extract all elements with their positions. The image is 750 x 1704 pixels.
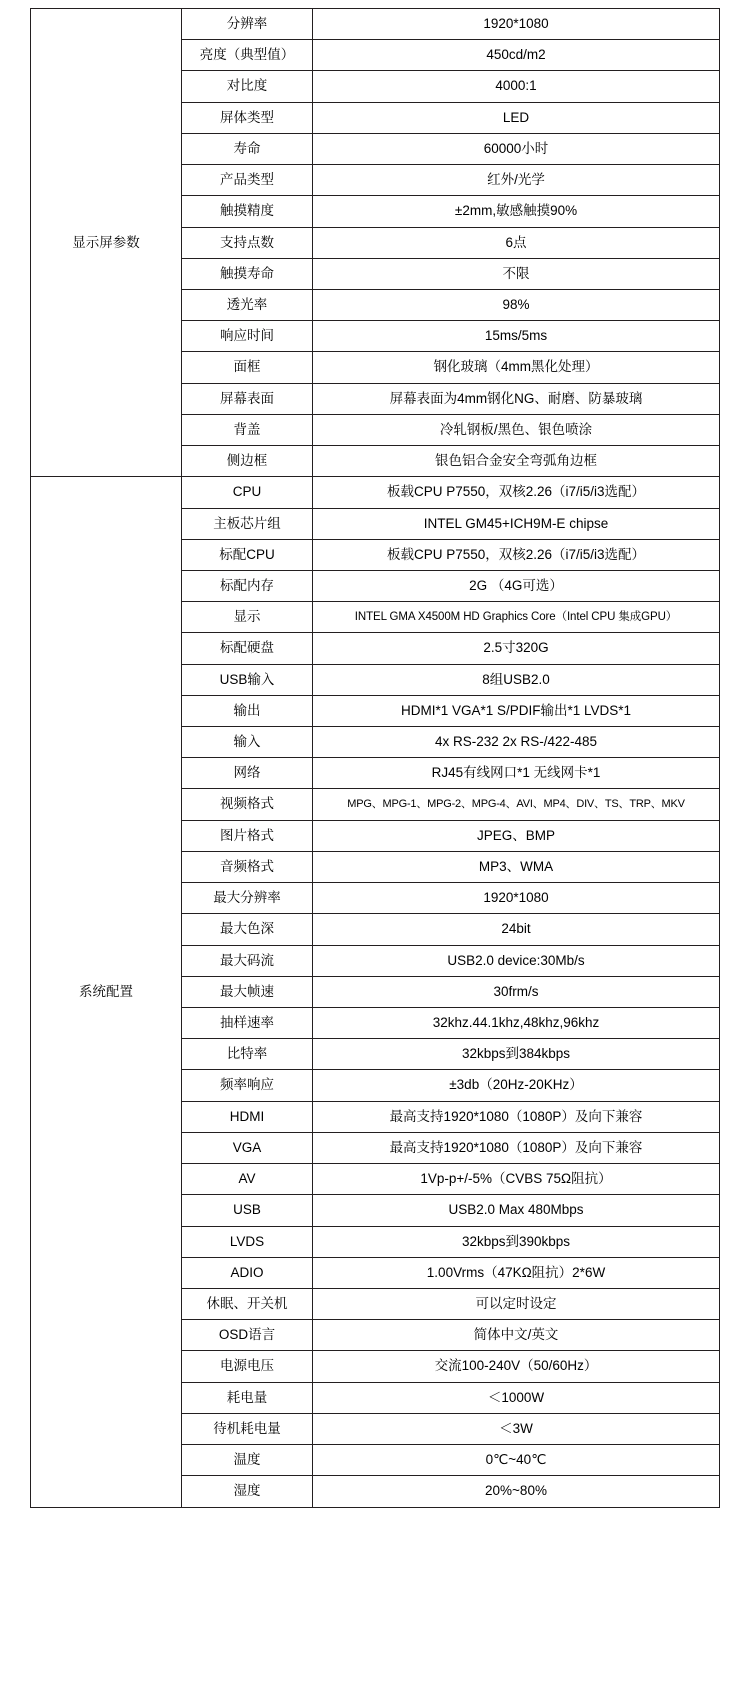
spec-label: 侧边框 bbox=[182, 446, 313, 477]
spec-value: 冷轧钢板/黑色、银色喷涂 bbox=[313, 414, 720, 445]
spec-value: 450cd/m2 bbox=[313, 40, 720, 71]
spec-value: RJ45有线网口*1 无线网卡*1 bbox=[313, 758, 720, 789]
spec-value: 4000:1 bbox=[313, 71, 720, 102]
spec-value: JPEG、BMP bbox=[313, 820, 720, 851]
spec-label: 标配硬盘 bbox=[182, 633, 313, 664]
spec-value: 1Vp-p+/-5%（CVBS 75Ω阻抗） bbox=[313, 1164, 720, 1195]
spec-value: HDMI*1 VGA*1 S/PDIF输出*1 LVDS*1 bbox=[313, 695, 720, 726]
spec-value: MPG、MPG-1、MPG-2、MPG-4、AVI、MP4、DIV、TS、TRP、MKV bbox=[313, 789, 720, 820]
spec-value: 20%~80% bbox=[313, 1476, 720, 1507]
spec-value: 银色铝合金安全弯弧角边框 bbox=[313, 446, 720, 477]
spec-label: OSD语言 bbox=[182, 1320, 313, 1351]
spec-label: 视频格式 bbox=[182, 789, 313, 820]
spec-value: 32kbps到390kbps bbox=[313, 1226, 720, 1257]
spec-label: 分辨率 bbox=[182, 9, 313, 40]
spec-label: LVDS bbox=[182, 1226, 313, 1257]
specification-table bbox=[30, 8, 720, 1508]
spec-label: 标配内存 bbox=[182, 570, 313, 601]
spec-label: CPU bbox=[182, 477, 313, 508]
spec-value: 屏幕表面为4mm钢化NG、耐磨、防暴玻璃 bbox=[313, 383, 720, 414]
spec-value: 8组USB2.0 bbox=[313, 664, 720, 695]
spec-label: HDMI bbox=[182, 1101, 313, 1132]
spec-label: 面框 bbox=[182, 352, 313, 383]
spec-value: 4x RS-232 2x RS-/422-485 bbox=[313, 727, 720, 758]
spec-value: 32khz.44.1khz,48khz,96khz bbox=[313, 1008, 720, 1039]
spec-value: ＜1000W bbox=[313, 1382, 720, 1413]
spec-label: 湿度 bbox=[182, 1476, 313, 1507]
spec-value: INTEL GM45+ICH9M-E chipse bbox=[313, 508, 720, 539]
spec-label: 最大分辨率 bbox=[182, 883, 313, 914]
spec-value: 1920*1080 bbox=[313, 9, 720, 40]
spec-label: 显示 bbox=[182, 602, 313, 633]
spec-value: 24bit bbox=[313, 914, 720, 945]
spec-label: 待机耗电量 bbox=[182, 1413, 313, 1444]
spec-label: 最大帧速 bbox=[182, 976, 313, 1007]
spec-value: ±3db（20Hz-20KHz） bbox=[313, 1070, 720, 1101]
spec-value: 2.5寸320G bbox=[313, 633, 720, 664]
spec-value: 6点 bbox=[313, 227, 720, 258]
spec-value: 钢化玻璃（4mm黑化处理） bbox=[313, 352, 720, 383]
spec-label: 屏幕表面 bbox=[182, 383, 313, 414]
spec-label: 主板芯片组 bbox=[182, 508, 313, 539]
spec-value: LED bbox=[313, 102, 720, 133]
spec-label: 产品类型 bbox=[182, 165, 313, 196]
spec-label: 对比度 bbox=[182, 71, 313, 102]
spec-value: INTEL GMA X4500M HD Graphics Core（Intel CPU 集成GPU） bbox=[313, 602, 720, 633]
spec-value: 1.00Vrms（47KΩ阻抗）2*6W bbox=[313, 1257, 720, 1288]
spec-value: ＜3W bbox=[313, 1413, 720, 1444]
spec-value: 60000小时 bbox=[313, 133, 720, 164]
spec-label: 触摸精度 bbox=[182, 196, 313, 227]
specification-sheet bbox=[30, 0, 720, 1512]
spec-value: 最高支持1920*1080（1080P）及向下兼容 bbox=[313, 1132, 720, 1163]
spec-value: 32kbps到384kbps bbox=[313, 1039, 720, 1070]
spec-value: 2G （4G可选） bbox=[313, 570, 720, 601]
spec-value: ±2mm,敏感触摸90% bbox=[313, 196, 720, 227]
spec-label: 最大码流 bbox=[182, 945, 313, 976]
spec-label: 温度 bbox=[182, 1445, 313, 1476]
spec-value: USB2.0 device:30Mb/s bbox=[313, 945, 720, 976]
spec-value: 板载CPU P7550，双核2.26（i7/i5/i3选配） bbox=[313, 477, 720, 508]
spec-value: 98% bbox=[313, 289, 720, 320]
spec-label: 寿命 bbox=[182, 133, 313, 164]
spec-label: 输入 bbox=[182, 727, 313, 758]
spec-value: 交流100-240V（50/60Hz） bbox=[313, 1351, 720, 1382]
spec-label: 亮度（典型值） bbox=[182, 40, 313, 71]
spec-label: USB bbox=[182, 1195, 313, 1226]
table-row bbox=[31, 9, 720, 40]
spec-label: 比特率 bbox=[182, 1039, 313, 1070]
spec-label: 最大色深 bbox=[182, 914, 313, 945]
spec-label: ADIO bbox=[182, 1257, 313, 1288]
spec-value: 不限 bbox=[313, 258, 720, 289]
spec-value: 30frm/s bbox=[313, 976, 720, 1007]
specification-table-body bbox=[31, 9, 720, 1508]
spec-label: 音频格式 bbox=[182, 851, 313, 882]
spec-value: 0℃~40℃ bbox=[313, 1445, 720, 1476]
spec-label: 支持点数 bbox=[182, 227, 313, 258]
spec-label: 屏体类型 bbox=[182, 102, 313, 133]
spec-label: 触摸寿命 bbox=[182, 258, 313, 289]
spec-label: 网络 bbox=[182, 758, 313, 789]
spec-label: VGA bbox=[182, 1132, 313, 1163]
spec-label: AV bbox=[182, 1164, 313, 1195]
spec-label: 抽样速率 bbox=[182, 1008, 313, 1039]
spec-value: MP3、WMA bbox=[313, 851, 720, 882]
spec-value: USB2.0 Max 480Mbps bbox=[313, 1195, 720, 1226]
spec-label: 休眠、开关机 bbox=[182, 1288, 313, 1319]
spec-label: 图片格式 bbox=[182, 820, 313, 851]
spec-value: 15ms/5ms bbox=[313, 321, 720, 352]
spec-label: 透光率 bbox=[182, 289, 313, 320]
spec-value: 最高支持1920*1080（1080P）及向下兼容 bbox=[313, 1101, 720, 1132]
spec-value: 可以定时设定 bbox=[313, 1288, 720, 1319]
spec-label: 频率响应 bbox=[182, 1070, 313, 1101]
table-row bbox=[31, 477, 720, 508]
spec-label: 输出 bbox=[182, 695, 313, 726]
spec-label: 耗电量 bbox=[182, 1382, 313, 1413]
spec-value: 红外/光学 bbox=[313, 165, 720, 196]
spec-label: 标配CPU bbox=[182, 539, 313, 570]
spec-group-label: 显示屏参数 bbox=[31, 9, 182, 477]
spec-label: USB输入 bbox=[182, 664, 313, 695]
spec-value: 简体中文/英文 bbox=[313, 1320, 720, 1351]
spec-value: 板载CPU P7550，双核2.26（i7/i5/i3选配） bbox=[313, 539, 720, 570]
spec-value: 1920*1080 bbox=[313, 883, 720, 914]
spec-label: 背盖 bbox=[182, 414, 313, 445]
spec-label: 响应时间 bbox=[182, 321, 313, 352]
spec-label: 电源电压 bbox=[182, 1351, 313, 1382]
spec-group-label: 系统配置 bbox=[31, 477, 182, 1507]
